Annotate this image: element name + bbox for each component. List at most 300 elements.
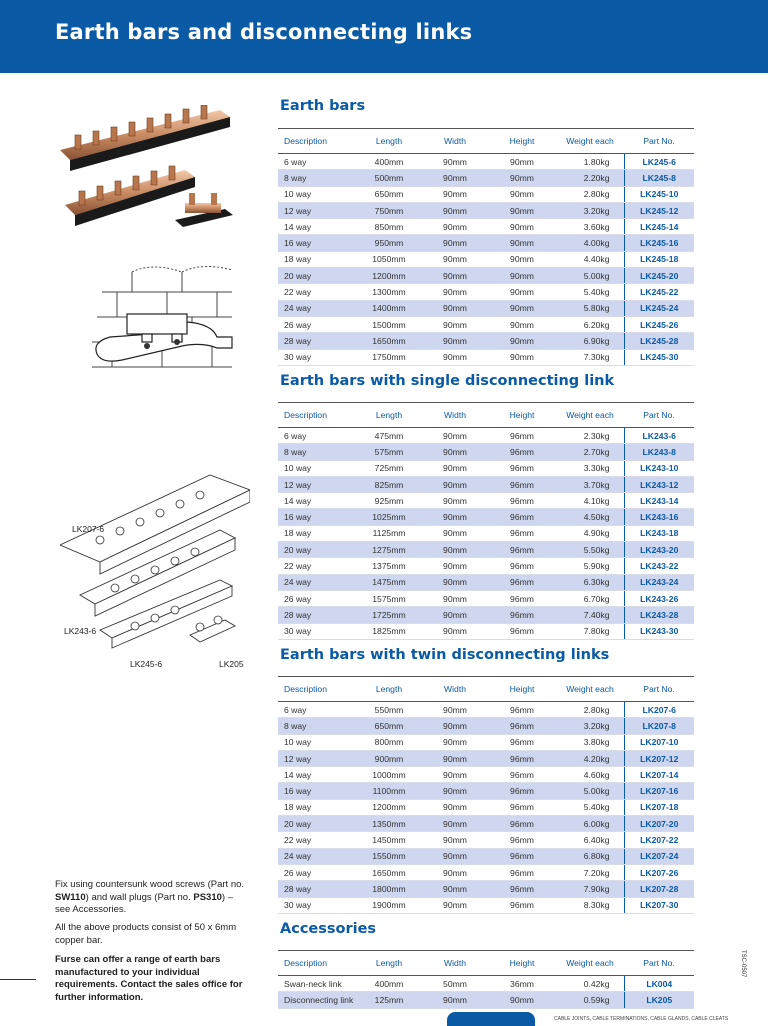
table-cell: 8.30kg <box>556 897 624 913</box>
table-cell: 6.80kg <box>556 848 624 864</box>
table-cell: 96mm <box>488 574 556 590</box>
table-cell: 90mm <box>422 284 488 300</box>
table-row <box>278 284 694 300</box>
column-header: Height <box>488 677 556 702</box>
table-cell: 6.90kg <box>556 333 624 349</box>
table-cell: 28 way <box>278 607 356 623</box>
table-cell: 90mm <box>422 542 488 558</box>
table-cell: 10 way <box>278 734 356 750</box>
column-header: Weight each <box>556 951 624 976</box>
table-cell: 90mm <box>422 558 488 574</box>
table-cell: 1125mm <box>356 525 422 541</box>
table-cell: 800mm <box>356 734 422 750</box>
table-row <box>278 702 694 718</box>
column-header: Height <box>488 129 556 154</box>
table-cell: 550mm <box>356 702 422 718</box>
table-row <box>278 607 694 623</box>
table-cell: 1650mm <box>356 864 422 880</box>
column-header: Width <box>422 129 488 154</box>
part-number-cell: LK207-8 <box>624 718 694 734</box>
document-code: TSC-0507 <box>740 950 746 978</box>
table-cell: 90mm <box>488 170 556 186</box>
table-cell: 1575mm <box>356 590 422 606</box>
figure-label-lk245: LK245-6 <box>130 659 163 669</box>
table-cell: 5.00kg <box>556 783 624 799</box>
table-cell: 30 way <box>278 349 356 365</box>
table-cell: 1450mm <box>356 832 422 848</box>
table-cell: 90mm <box>422 219 488 235</box>
table-cell: 1275mm <box>356 542 422 558</box>
table-cell: 30 way <box>278 623 356 639</box>
table-cell: 1100mm <box>356 783 422 799</box>
table-cell: 925mm <box>356 493 422 509</box>
table-cell: 400mm <box>356 154 422 170</box>
section-title-twin-link: Earth bars with twin disconnecting links <box>280 647 610 663</box>
table-cell: 96mm <box>488 799 556 815</box>
table-cell: 96mm <box>488 623 556 639</box>
part-number-cell: LK243-22 <box>624 558 694 574</box>
table-cell: 3.70kg <box>556 476 624 492</box>
table-row <box>278 316 694 332</box>
table-cell: 90mm <box>488 251 556 267</box>
column-header: Description <box>278 403 356 428</box>
table-row <box>278 590 694 606</box>
table-row <box>278 235 694 251</box>
table-cell: 6 way <box>278 428 356 444</box>
table-cell: 22 way <box>278 832 356 848</box>
table-cell: 90mm <box>422 607 488 623</box>
table-cell: 90mm <box>422 316 488 332</box>
table-cell: 50mm <box>422 976 488 992</box>
table-cell: 650mm <box>356 186 422 202</box>
table-cell: 1200mm <box>356 268 422 284</box>
table-cell: 8 way <box>278 718 356 734</box>
table-cell: 90mm <box>422 333 488 349</box>
table-cell: 90mm <box>422 718 488 734</box>
table-row <box>278 799 694 815</box>
part-number-cell: LK243-6 <box>624 428 694 444</box>
table-cell: 96mm <box>488 509 556 525</box>
table-cell: 12 way <box>278 476 356 492</box>
table-cell: 1800mm <box>356 881 422 897</box>
table-cell: 10 way <box>278 186 356 202</box>
column-header: Part No. <box>624 677 694 702</box>
part-number-cell: LK245-16 <box>624 235 694 251</box>
table-cell: 14 way <box>278 493 356 509</box>
table-cell: 90mm <box>422 734 488 750</box>
part-number-cell: LK243-26 <box>624 590 694 606</box>
table-cell: 8 way <box>278 170 356 186</box>
page-title: Earth bars and disconnecting links <box>55 20 473 44</box>
column-header: Width <box>422 403 488 428</box>
part-number-cell: LK243-16 <box>624 509 694 525</box>
table-cell: 24 way <box>278 574 356 590</box>
table-cell: 16 way <box>278 235 356 251</box>
table-cell: 1300mm <box>356 284 422 300</box>
part-number-cell: LK207-30 <box>624 897 694 913</box>
table-cell: 90mm <box>422 881 488 897</box>
part-number-cell: LK243-20 <box>624 542 694 558</box>
table-row <box>278 476 694 492</box>
table-row <box>278 574 694 590</box>
table-cell: 3.20kg <box>556 202 624 218</box>
table-cell: 90mm <box>488 235 556 251</box>
table-cell: 96mm <box>488 750 556 766</box>
table-cell: 18 way <box>278 799 356 815</box>
part-number-cell: LK207-18 <box>624 799 694 815</box>
table-cell: 90mm <box>422 493 488 509</box>
table-cell: 96mm <box>488 460 556 476</box>
table-row <box>278 333 694 349</box>
earth-bar-photo <box>55 105 255 250</box>
table-cell: 500mm <box>356 170 422 186</box>
table-row <box>278 251 694 267</box>
table-cell: 96mm <box>488 734 556 750</box>
copper-note: All the above products consist of 50 x 6mm copper bar. <box>55 922 237 946</box>
accessories-table <box>278 950 694 1009</box>
table-row <box>278 897 694 913</box>
footer-text: CABLE JOINTS, CABLE TERMINATIONS, CABLE GLANDS, CABLE CLEATS <box>554 1016 729 1022</box>
section-title-accessories: Accessories <box>280 921 377 937</box>
table-cell: 475mm <box>356 428 422 444</box>
table-cell: 14 way <box>278 767 356 783</box>
part-number-cell: LK245-18 <box>624 251 694 267</box>
table-cell: 18 way <box>278 525 356 541</box>
table-cell: 90mm <box>488 300 556 316</box>
table-cell: 90mm <box>488 284 556 300</box>
table-row <box>278 202 694 218</box>
table-cell: 650mm <box>356 718 422 734</box>
table-row <box>278 816 694 832</box>
table-cell: 96mm <box>488 848 556 864</box>
table-cell: 28 way <box>278 333 356 349</box>
table-cell: 90mm <box>422 428 488 444</box>
table-row <box>278 542 694 558</box>
table-cell: 96mm <box>488 428 556 444</box>
section-title-earth-bars: Earth bars <box>280 98 366 114</box>
table-cell: 2.30kg <box>556 428 624 444</box>
table-row <box>278 349 694 365</box>
table-cell: 90mm <box>422 750 488 766</box>
table-cell: 12 way <box>278 202 356 218</box>
table-cell: 1550mm <box>356 848 422 864</box>
table-cell: 3.30kg <box>556 460 624 476</box>
table-cell: 6.00kg <box>556 816 624 832</box>
table-cell: 90mm <box>422 202 488 218</box>
table-cell: 900mm <box>356 750 422 766</box>
table-cell: 5.40kg <box>556 799 624 815</box>
table-cell: 90mm <box>422 848 488 864</box>
table-cell: 6 way <box>278 702 356 718</box>
table-cell: 0.42kg <box>556 976 624 992</box>
table-cell: 4.60kg <box>556 767 624 783</box>
table-row <box>278 992 694 1008</box>
figure-label-lk243: LK243-6 <box>64 626 97 636</box>
page-header <box>0 0 768 73</box>
part-number-cell: LK245-24 <box>624 300 694 316</box>
part-number-cell: LK243-8 <box>624 444 694 460</box>
table-cell: 90mm <box>422 897 488 913</box>
table-cell: 90mm <box>488 992 556 1008</box>
table-cell: 90mm <box>422 590 488 606</box>
column-header: Description <box>278 129 356 154</box>
twin-link-table <box>278 676 694 914</box>
table-cell: 575mm <box>356 444 422 460</box>
table-row <box>278 493 694 509</box>
part-number-cell: LK207-22 <box>624 832 694 848</box>
table-row <box>278 219 694 235</box>
table-cell: 4.50kg <box>556 509 624 525</box>
table-row <box>278 444 694 460</box>
part-number-cell: LK245-28 <box>624 333 694 349</box>
column-header: Length <box>356 129 422 154</box>
table-row <box>278 864 694 880</box>
table-header-row <box>278 677 694 702</box>
table-row <box>278 170 694 186</box>
table-cell: 4.20kg <box>556 750 624 766</box>
table-cell: 96mm <box>488 767 556 783</box>
table-cell: 90mm <box>422 268 488 284</box>
column-header: Part No. <box>624 403 694 428</box>
table-cell: 22 way <box>278 284 356 300</box>
table-cell: 90mm <box>488 219 556 235</box>
table-cell: 90mm <box>422 623 488 639</box>
table-row <box>278 832 694 848</box>
table-cell: 90mm <box>488 333 556 349</box>
table-cell: 90mm <box>488 316 556 332</box>
table-cell: 90mm <box>422 525 488 541</box>
table-row <box>278 460 694 476</box>
table-cell: 3.20kg <box>556 718 624 734</box>
table-cell: 6 way <box>278 154 356 170</box>
table-row <box>278 848 694 864</box>
table-cell: 90mm <box>488 268 556 284</box>
table-cell: 90mm <box>488 202 556 218</box>
table-cell: 1.80kg <box>556 154 624 170</box>
table-cell: 20 way <box>278 542 356 558</box>
table-row <box>278 525 694 541</box>
table-cell: 90mm <box>422 992 488 1008</box>
table-cell: 5.90kg <box>556 558 624 574</box>
table-cell: 90mm <box>422 864 488 880</box>
table-cell: 90mm <box>422 235 488 251</box>
table-row <box>278 186 694 202</box>
table-cell: 1725mm <box>356 607 422 623</box>
table-row <box>278 881 694 897</box>
table-row <box>278 767 694 783</box>
part-number-cell: LK207-24 <box>624 848 694 864</box>
table-cell: 96mm <box>488 718 556 734</box>
table-row <box>278 783 694 799</box>
column-header: Width <box>422 951 488 976</box>
table-cell: 8 way <box>278 444 356 460</box>
table-cell: 90mm <box>422 460 488 476</box>
table-cell: 90mm <box>422 251 488 267</box>
part-number-cell: LK207-28 <box>624 881 694 897</box>
part-number-cell: LK243-10 <box>624 460 694 476</box>
part-number-cell: LK243-12 <box>624 476 694 492</box>
part-number-cell: LK205 <box>624 992 694 1008</box>
part-number-cell: LK245-26 <box>624 316 694 332</box>
table-cell: 30 way <box>278 897 356 913</box>
table-cell: 90mm <box>422 154 488 170</box>
column-header: Height <box>488 403 556 428</box>
table-cell: 96mm <box>488 444 556 460</box>
table-cell: 90mm <box>422 767 488 783</box>
part-number-cell: LK245-12 <box>624 202 694 218</box>
table-cell: 26 way <box>278 864 356 880</box>
table-cell: 96mm <box>488 493 556 509</box>
part-number-cell: LK207-16 <box>624 783 694 799</box>
figure-label-lk207: LK207-6 <box>72 524 105 534</box>
table-cell: 400mm <box>356 976 422 992</box>
table-cell: 14 way <box>278 219 356 235</box>
part-number-cell: LK243-18 <box>624 525 694 541</box>
table-cell: 26 way <box>278 316 356 332</box>
table-cell: 7.40kg <box>556 607 624 623</box>
custom-note: Furse can offer a range of earth bars manufactured to your individual requirements. Contact the sales office for further information. <box>55 954 243 1003</box>
table-cell: 4.10kg <box>556 493 624 509</box>
section-title-single-link: Earth bars with single disconnecting link <box>280 373 615 389</box>
column-header: Description <box>278 677 356 702</box>
table-cell: 24 way <box>278 848 356 864</box>
table-cell: 90mm <box>422 349 488 365</box>
single-link-table <box>278 402 694 640</box>
table-cell: 96mm <box>488 525 556 541</box>
column-header: Length <box>356 677 422 702</box>
table-row <box>278 509 694 525</box>
table-cell: 18 way <box>278 251 356 267</box>
part-number-cell: LK207-26 <box>624 864 694 880</box>
table-cell: 96mm <box>488 897 556 913</box>
table-cell: 6.40kg <box>556 832 624 848</box>
part-number-cell: LK245-30 <box>624 349 694 365</box>
table-cell: 4.00kg <box>556 235 624 251</box>
table-cell: 90mm <box>422 799 488 815</box>
table-cell: 1650mm <box>356 333 422 349</box>
table-cell: 22 way <box>278 558 356 574</box>
table-cell: 90mm <box>422 186 488 202</box>
table-header-row <box>278 403 694 428</box>
table-cell: 6.30kg <box>556 574 624 590</box>
table-cell: 1475mm <box>356 574 422 590</box>
table-cell: 20 way <box>278 268 356 284</box>
part-number-cell: LK245-22 <box>624 284 694 300</box>
table-cell: 90mm <box>422 300 488 316</box>
column-header: Length <box>356 403 422 428</box>
table-cell: 725mm <box>356 460 422 476</box>
swan-neck-link-diagram <box>92 262 242 392</box>
table-cell: 3.80kg <box>556 734 624 750</box>
table-cell: 90mm <box>422 816 488 832</box>
table-row <box>278 623 694 639</box>
table-row <box>278 558 694 574</box>
table-header-row <box>278 129 694 154</box>
table-cell: 16 way <box>278 783 356 799</box>
table-cell: 7.30kg <box>556 349 624 365</box>
table-row <box>278 976 694 992</box>
part-number-cell: LK207-14 <box>624 767 694 783</box>
table-cell: 5.40kg <box>556 284 624 300</box>
table-cell: 90mm <box>422 476 488 492</box>
table-cell: 96mm <box>488 476 556 492</box>
figure-label-lk205: LK205 <box>219 659 244 669</box>
part-number-cell: LK207-6 <box>624 702 694 718</box>
table-row <box>278 718 694 734</box>
table-cell: 5.00kg <box>556 268 624 284</box>
table-cell: 96mm <box>488 558 556 574</box>
part-number-cell: LK245-10 <box>624 186 694 202</box>
table-cell: 90mm <box>422 832 488 848</box>
table-cell: 1750mm <box>356 349 422 365</box>
table-cell: 96mm <box>488 832 556 848</box>
table-cell: 1375mm <box>356 558 422 574</box>
table-cell: 4.90kg <box>556 525 624 541</box>
column-header: Description <box>278 951 356 976</box>
table-cell: 6.70kg <box>556 590 624 606</box>
table-row <box>278 300 694 316</box>
table-cell: 2.70kg <box>556 444 624 460</box>
table-cell: 1025mm <box>356 509 422 525</box>
table-cell: 90mm <box>422 444 488 460</box>
part-number-cell: LK245-20 <box>624 268 694 284</box>
part-number-cell: LK207-10 <box>624 734 694 750</box>
part-number-cell: LK243-30 <box>624 623 694 639</box>
part-number-cell: LK207-20 <box>624 816 694 832</box>
table-header-row <box>278 951 694 976</box>
margin-rule <box>0 979 36 980</box>
table-cell: 12 way <box>278 750 356 766</box>
table-cell: 2.80kg <box>556 186 624 202</box>
table-cell: 125mm <box>356 992 422 1008</box>
table-cell: 26 way <box>278 590 356 606</box>
table-cell: 90mm <box>488 154 556 170</box>
table-cell: 90mm <box>422 170 488 186</box>
part-number-cell: LK243-24 <box>624 574 694 590</box>
fixing-note: Fix using countersunk wood screws (Part no. SW110) and wall plugs (Part no. PS310) – see Accessories. <box>55 879 245 915</box>
table-cell: 850mm <box>356 219 422 235</box>
table-cell: 96mm <box>488 783 556 799</box>
table-cell: 96mm <box>488 816 556 832</box>
table-cell: 1400mm <box>356 300 422 316</box>
table-cell: 750mm <box>356 202 422 218</box>
table-cell: 96mm <box>488 702 556 718</box>
table-cell: 5.50kg <box>556 542 624 558</box>
column-header: Weight each <box>556 129 624 154</box>
column-header: Weight each <box>556 677 624 702</box>
column-header: Part No. <box>624 129 694 154</box>
table-cell: Swan-neck link <box>278 976 356 992</box>
table-cell: 16 way <box>278 509 356 525</box>
table-cell: 90mm <box>422 574 488 590</box>
table-cell: 950mm <box>356 235 422 251</box>
table-cell: 90mm <box>422 783 488 799</box>
table-cell: 1050mm <box>356 251 422 267</box>
table-cell: 1900mm <box>356 897 422 913</box>
column-header: Length <box>356 951 422 976</box>
table-cell: 90mm <box>488 186 556 202</box>
table-cell: 0.59kg <box>556 992 624 1008</box>
part-number-cell: LK004 <box>624 976 694 992</box>
table-cell: 90mm <box>488 349 556 365</box>
table-cell: 96mm <box>488 590 556 606</box>
table-cell: 20 way <box>278 816 356 832</box>
part-number-cell: LK245-8 <box>624 170 694 186</box>
table-cell: 6.20kg <box>556 316 624 332</box>
table-cell: 1500mm <box>356 316 422 332</box>
table-cell: 36mm <box>488 976 556 992</box>
table-cell: 4.40kg <box>556 251 624 267</box>
